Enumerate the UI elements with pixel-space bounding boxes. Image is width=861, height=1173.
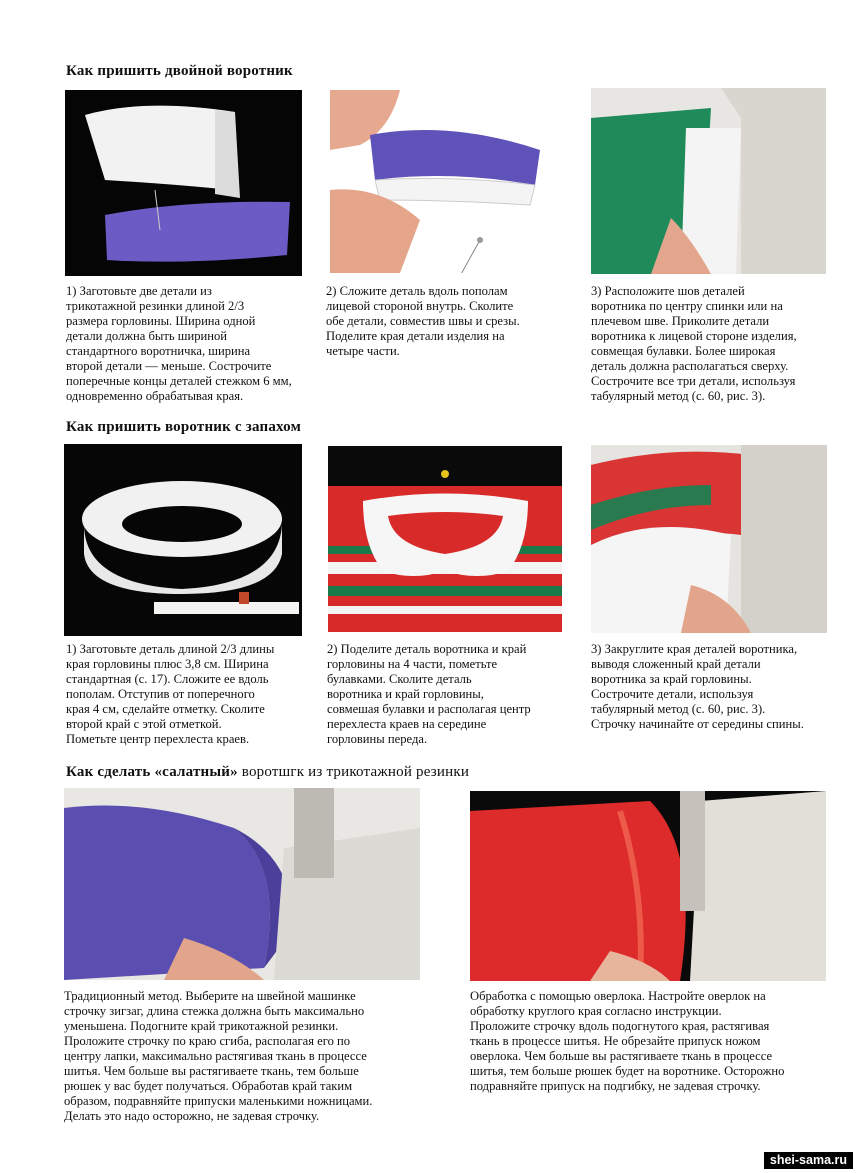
section2-caption-1: 1) Заготовьте деталь длиной 2/3 длины края горловины плюс 3,8 см. Ширина стандартная (с. 17). Сложите ее вдоль пополам. Отступив от поперечного края 4 см, сделайте отметку. Сколите второй край с этой отметкой. Пометьте центр перехлеста краев. [66, 642, 275, 746]
photo-folded-collar [330, 90, 563, 273]
section3-caption-overlock: Обработка с помощью оверлока. Настройте оверлок на обработку круглого края согласно инструкции. Проложите строчку вдоль подогнутого края, растягивая ткань в процессе шитья. Не обрезайте припуск ножом оверлока. Чем больше вы растягиваете ткань в процессе шитья, тем больше рюшек будет на воротнике. Осторожно подравняйте припуск на подгибку, не задевая строчку. [470, 989, 785, 1093]
photo-overlock-red [470, 791, 826, 981]
section1-caption-3: 3) Расположите шов деталей воротника по центру спинки или на плечевом шве. Приколите детали воротника к лицевой стороне изделия, совмещая булавки. Более широкая деталь должна располагаться сверху. Сострочите все три детали, используя табулярный метод (с. 60, рис. 3). [591, 284, 797, 403]
photo-rounding-collar [591, 445, 827, 633]
photo-wrap-collar-ring [64, 444, 302, 636]
photo-rib-pieces [65, 90, 302, 276]
section2-caption-3: 3) Закруглите края деталей воротника, выводя сложенный край детали воротника за край горловины. Сострочите детали, используя табулярный метод (с. 60, рис. 3). Строчку начинайте от середины спины. [591, 642, 804, 731]
site-watermark: shei-sama.ru [764, 1152, 853, 1169]
section3-title [66, 764, 469, 781]
section1-caption-2: 2) Сложите деталь вдоль пополам лицевой стороной внутрь. Сколите обе детали, совместив швы и срезы. Поделите края детали изделия на четыре части. [326, 284, 520, 358]
section1-caption-1: 1) Заготовьте две детали из трикотажной резинки длиной 2/3 размера горловины. Ширина одной детали должна быть шириной стандартного воротничка, ширина второй детали — меньше. Сострочите поперечные концы деталей стежком 6 мм, одновременно обрабатывая края. [66, 284, 292, 403]
section2-caption-2: 2) Поделите деталь воротника и край горловины на 4 части, пометьте булавками. Сколите деталь воротника и край горловины, совмешая булавки и располагая центр перехлеста краев на середине горловины переда. [327, 642, 531, 746]
section1-title: Как пришить двойной воротник [66, 63, 293, 79]
section3-title-bold: Как сделать «салатный» [66, 764, 238, 780]
photo-striped-neckline [328, 446, 562, 632]
photo-zigzag-machine [64, 788, 420, 980]
section3-caption-traditional: Традиционный метод. Выберите на швейной машинке строчку зигзаг, длина стежка должна быть максимально уменьшена. Подогните край трикотажной резинки. Проложите строчку по краю сгиба, располагая его по центру лапки, максимально растягивая ткань в процессе шитья. Чем больше вы растягиваете ткань, тем больше рюшек у вас будет получаться. Обработав край таким образом, подравняйте припуски маленькими ножницами. Делать это надо осторожно, не задевая строчку. [64, 989, 373, 1123]
section3-title-normal: воротшгк из трикотажной резинки [237, 764, 470, 780]
photo-serging-collar [591, 88, 826, 274]
section2-title: Как пришить воротник с запахом [66, 419, 301, 435]
